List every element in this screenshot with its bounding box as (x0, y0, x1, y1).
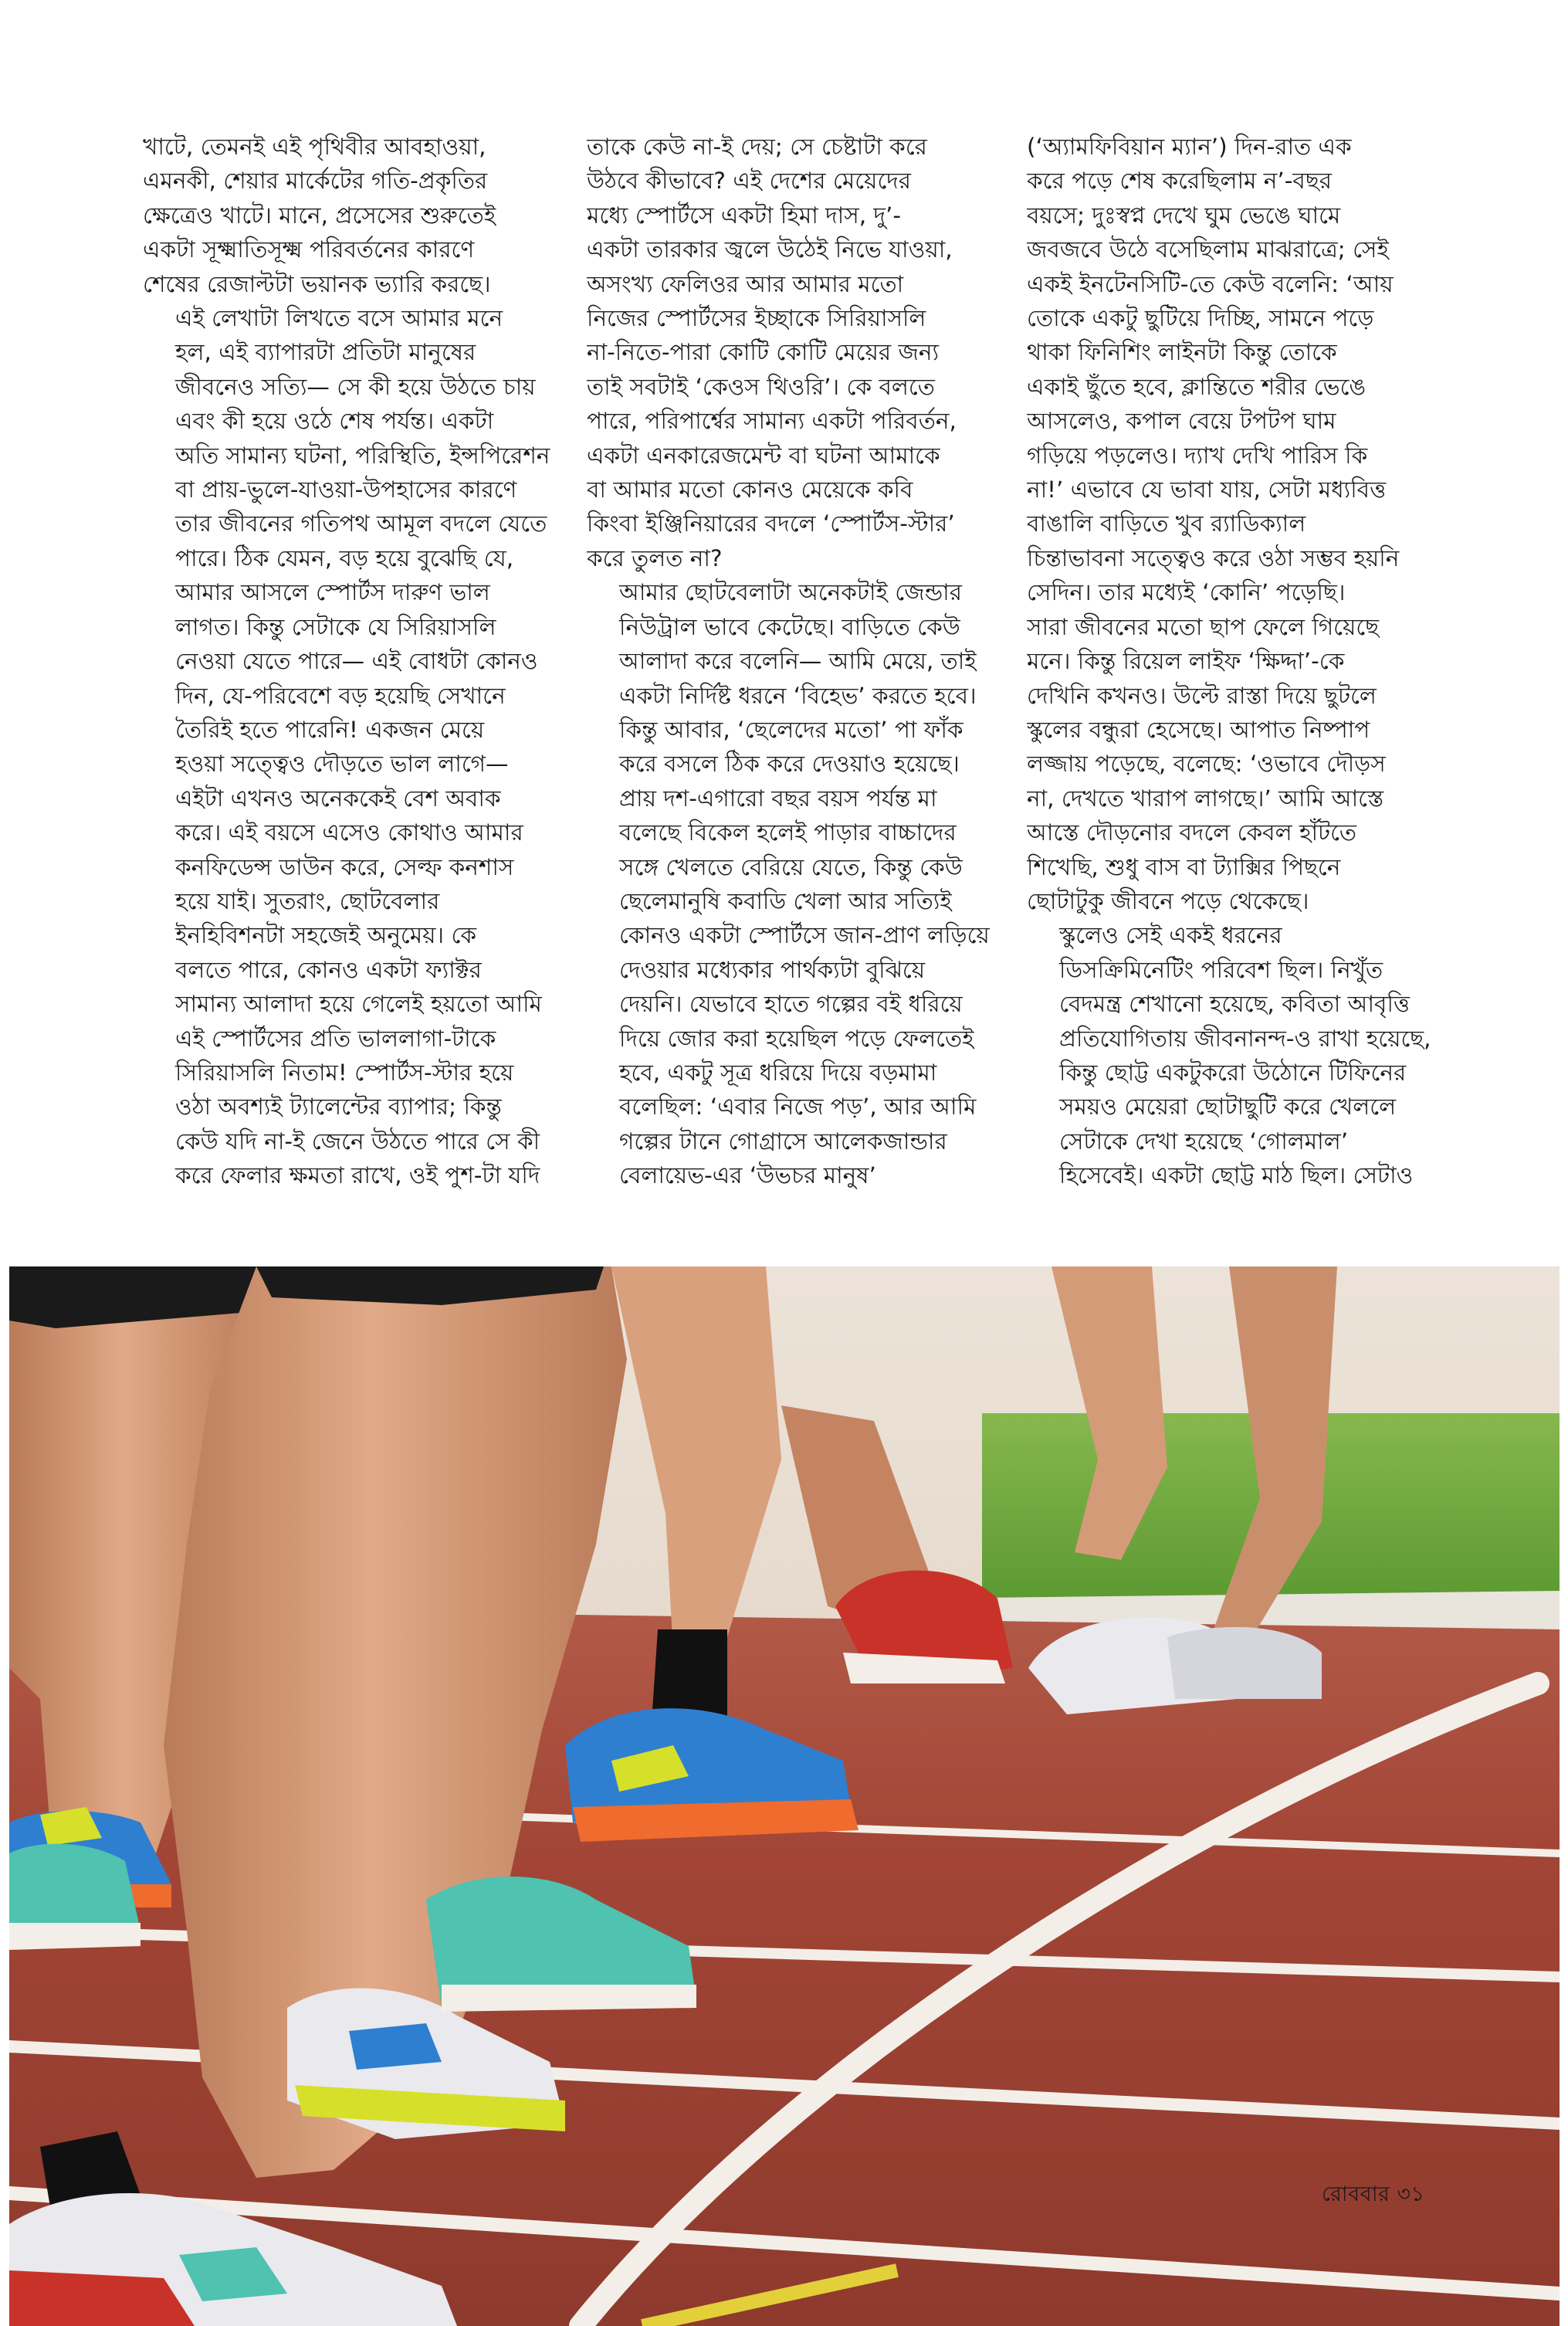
text-line: এইটা এখনও অনেককেই বেশ অবাক (175, 785, 501, 812)
text-line: তাকে কেউ না-ই দেয়; সে চেষ্টাটা করে (587, 134, 927, 160)
text-line: জীবনেও সত্যি— সে কী হয়ে উঠতে চায় (175, 373, 536, 400)
text-line: কোনও একটা স্পোর্টসে জান-প্রাণ লড়িয়ে (619, 922, 990, 949)
text-line: নিউট্রাল ভাবে কেটেছে। বাড়িতে কেউ (619, 613, 960, 640)
text-line: গড়িয়ে পড়লেও। দ্যাখ দেখি পারিস কি (1027, 442, 1368, 469)
text-line: বাঙালি বাড়িতে খুব র‌্যাডিক্যাল (1027, 510, 1306, 537)
text-line: গল্পের টানে গোগ্রাসে আলেকজান্ডার (619, 1127, 947, 1155)
text-line: আমার আসলে স্পোর্টস দারুণ ভাল (175, 579, 490, 606)
text-line: ছোটাটুকু জীবনে পড়ে থেকেছে। (1027, 887, 1309, 914)
text-line: বলতে পারে, কোনও একটা ফ্যাক্টর (175, 956, 482, 983)
text-line: থাকা ফিনিশিং লাইনটা কিন্তু তোকে (1027, 339, 1337, 366)
text-line: করে বসলে ঠিক করে দেওয়াও হয়েছে। (619, 751, 960, 778)
text-line: প্রতিযোগিতায় জীবনানন্দ-ও রাখা হয়েছে, (1059, 1025, 1431, 1052)
article-column-1 (143, 130, 564, 1226)
text-line: আসলেও, কপাল বেয়ে টপটপ ঘাম (1027, 408, 1336, 435)
text-line: হবে, একটু সূত্র ধরিয়ে দিয়ে বড়মামা (619, 1059, 937, 1086)
text-line: কিন্তু ছোট্ট একটুকরো উঠোনে টিফিনের (1059, 1059, 1407, 1086)
text-line: শেষের রেজাল্টটা ভয়ানক ভ্যারি করছে। (143, 270, 491, 297)
text-line: ডিসক্রিমিনেটিং পরিবেশ ছিল। নিখুঁত (1059, 956, 1383, 983)
article-paragraph (587, 575, 1008, 1192)
text-line: একটা তারকার জ্বলে উঠেই নিভে যাওয়া, (587, 236, 953, 263)
text-line: একাই ছুঁতে হবে, ক্লান্তিতে শরীর ভেঙে (1027, 373, 1366, 400)
text-line: বেলায়েভ-এর ‘উভচর মানুষ’ (619, 1162, 876, 1189)
text-line: বেদমন্ত্র শেখানো হয়েছে, কবিতা আবৃত্তি (1059, 991, 1411, 1018)
article-paragraph (143, 301, 564, 1193)
text-line: এই লেখাটা লিখতে বসে আমার মনে (175, 305, 503, 332)
text-line: করে। এই বয়সে এসেও কোথাও আমার (175, 819, 523, 846)
text-line: একটা সূক্ষ্মাতিসূক্ষ্ম পরিবর্তনের কারণে (143, 236, 475, 263)
text-line: সময়ও মেয়েরা ছোটাছুটি করে খেললে (1059, 1093, 1397, 1121)
left-edge-shoes (9, 1844, 141, 1950)
text-line: ছেলেমানুষি কবাডি খেলা আর সত্যিই (619, 887, 952, 914)
text-line: একই ইনটেনসিটি-তে কেউ বলেনি: ‘আয় (1027, 270, 1394, 297)
article-paragraph (1027, 130, 1448, 918)
text-line: বা প্রায়-ভুলে-যাওয়া-উপহাসের কারণে (175, 476, 517, 504)
text-line: করে তুলত না? (587, 544, 723, 571)
running-track-photo (9, 1266, 1560, 2326)
text-line: করে পড়ে শেষ করেছিলাম ন’-বছর (1027, 168, 1332, 195)
text-line: দেওয়ার মধ্যেকার পার্থক্যটা বুঝিয়ে (619, 956, 926, 983)
text-line: সিরিয়াসলি নিতাম! স্পোর্টস-স্টার হয়ে (175, 1059, 514, 1086)
text-line: বলেছে বিকেল হলেই পাড়ার বাচ্চাদের (619, 819, 957, 846)
text-line: হিসেবেই। একটা ছোট্ট মাঠ ছিল। সেটাও (1059, 1162, 1414, 1189)
text-line: তোকে একটু ছুটিয়ে দিচ্ছি, সামনে পড়ে (1027, 305, 1374, 332)
text-line: বলেছিল: ‘এবার নিজে পড়’, আর আমি (619, 1093, 977, 1121)
text-line: আমার ছোটবেলাটা অনেকটাই জেন্ডার (619, 579, 962, 606)
text-line: ক্ষেত্রেও খাটে। মানে, প্রসেসের শুরুতেই (143, 202, 496, 229)
article-paragraph (587, 130, 1008, 575)
text-line: তার জীবনের গতিপথ আমূল বদলে যেতে (175, 510, 547, 537)
text-line: সামান্য আলাদা হয়ে গেলেই হয়তো আমি (175, 991, 542, 1018)
text-line: স্কুলেও সেই একই ধরনের (1059, 922, 1282, 949)
text-line: আস্তে দৌড়নোর বদলে কেবল হাঁটতে (1027, 819, 1357, 846)
text-line: পারে। ঠিক যেমন, বড় হয়ে বুঝেছি যে, (175, 544, 514, 571)
text-line: (‘অ্যামফিবিয়ান ম্যান’) দিন-রাত এক (1027, 134, 1352, 160)
text-line: অতি সামান্য ঘটনা, পরিস্থিতি, ইন্সপিরেশন (175, 442, 550, 469)
text-line: লাগত। কিন্তু সেটাকে যে সিরিয়াসলি (175, 613, 496, 640)
text-line: হয়ে যাই। সুতরাং, ছোটবেলার (175, 887, 440, 914)
text-line: না-নিতে-পারা কোটি কোটি মেয়ের জন্য (587, 339, 940, 366)
text-line: খাটে, তেমনই এই পৃথিবীর আবহাওয়া, (143, 134, 486, 160)
text-line: আলাদা করে বলেনি— আমি মেয়ে, তাই (619, 648, 977, 675)
text-line: এবং কী হয়ে ওঠে শেষ পর্যন্ত। একটা (175, 408, 494, 435)
text-line: অসংখ্য ফেলিওর আর আমার মতো (587, 270, 904, 297)
text-line: ইনহিবিশনটা সহজেই অনুমেয়। কে (175, 922, 477, 949)
article-column-2 (587, 130, 1008, 1226)
text-line: হল, এই ব্যাপারটা প্রতিটা মানুষের (175, 339, 476, 366)
text-line: বয়সে; দুঃস্বপ্ন দেখে ঘুম ভেঙে ঘামে (1027, 202, 1341, 229)
text-line: দিন, যে-পরিবেশে বড় হয়েছি সেখানে (175, 682, 506, 709)
article-paragraph (1027, 918, 1448, 1192)
text-line: একটা এনকারেজমেন্ট বা ঘটনা আমাকে (587, 442, 940, 469)
article-column-3 (1027, 130, 1448, 1226)
text-line: হওয়া সত্ত্বেও দৌড়তে ভাল লাগে— (175, 751, 509, 778)
article-paragraph (143, 130, 564, 301)
text-line: তৈরিই হতে পারেনি! একজন মেয়ে (175, 716, 485, 743)
text-line: মনে। কিন্তু রিয়েল লাইফ ‘ক্ষিদ্দা’-কে (1027, 648, 1345, 675)
text-line: বা আমার মতো কোনও মেয়েকে কবি (587, 476, 913, 504)
text-line: সারা জীবনের মতো ছাপ ফেলে গিয়েছে (1027, 613, 1380, 640)
text-line: মধ্যে স্পোর্টসে একটা হিমা দাস, দু’- (587, 202, 902, 229)
text-line: স্কুলের বন্ধুরা হেসেছে। আপাত নিষ্পাপ (1027, 716, 1370, 743)
text-line: দিয়ে জোর করা হয়েছিল পড়ে ফেলতেই (619, 1025, 974, 1052)
text-line: সেদিন। তার মধ্যেই ‘কোনি’ পড়েছি। (1027, 579, 1346, 606)
text-line: শিখেছি, শুধু বাস বা ট্যাক্সির পিছনে (1027, 853, 1341, 880)
text-line: জবজবে উঠে বসেছিলাম মাঝরাত্রে; সেই (1027, 236, 1389, 263)
text-line: নেওয়া যেতে পারে— এই বোধটা কোনও (175, 648, 538, 675)
text-line: এই স্পোর্টসের প্রতি ভাললাগা-টাকে (175, 1025, 496, 1052)
text-line: না, দেখতে খারাপ লাগছে।’ আমি আস্তে (1027, 785, 1384, 812)
text-line: কিংবা ইঞ্জিনিয়ারের বদলে ‘স্পোর্টস-স্টার’ (587, 510, 955, 537)
text-line: কেউ যদি না-ই জেনে উঠতে পারে সে কী (175, 1127, 540, 1155)
text-line: কিন্তু আবার, ‘ছেলেদের মতো’ পা ফাঁক (619, 716, 963, 743)
text-line: প্রায় দশ-এগারো বছর বয়স পর্যন্ত মা (619, 785, 937, 812)
text-line: দেখিনি কখনও। উল্টে রাস্তা দিয়ে ছুটলে (1027, 682, 1377, 709)
text-line: সেটাকে দেখা হয়েছে ‘গোলমাল’ (1059, 1127, 1349, 1155)
text-line: না!’ এভাবে যে ভাবা যায়, সেটা মধ্যবিত্ত (1027, 476, 1387, 504)
text-line: একটা নির্দিষ্ট ধরনে ‘বিহেভ’ করতে হবে। (619, 682, 977, 709)
text-line: সঙ্গে খেলতে বেরিয়ে যেতে, কিন্তু কেউ (619, 853, 963, 880)
text-line: এমনকী, শেয়ার মার্কেটের গতি-প্রকৃতির (143, 168, 488, 195)
text-line: চিন্তাভাবনা সত্ত্বেও করে ওঠা সম্ভব হয়নি (1027, 544, 1400, 571)
text-line: লজ্জায় পড়েছে, বলেছে: ‘ওভাবে দৌড়স (1027, 751, 1386, 778)
text-line: করে ফেলার ক্ষমতা রাখে, ওই পুশ-টা যদি (175, 1162, 540, 1189)
text-line: উঠবে কীভাবে? এই দেশের মেয়েদের (587, 168, 912, 195)
text-line: দেয়নি। যেভাবে হাতে গল্পের বই ধরিয়ে (619, 991, 963, 1018)
text-line: নিজের স্পোর্টসের ইচ্ছাকে সিরিয়াসলি (587, 305, 926, 332)
text-line: তাই সবটাই ‘কেওস থিওরি’। কে বলতে (587, 373, 935, 400)
page-folio: রোববার ৩১ (1322, 2182, 1425, 2206)
text-line: ওঠা অবশ্যই ট্যালেন্টের ব্যাপার; কিন্তু (175, 1093, 502, 1121)
text-line: পারে, পরিপার্শ্বের সামান্য একটা পরিবর্তন, (587, 408, 957, 435)
text-line: কনফিডেন্স ডাউন করে, সেল্ফ কনশাস (175, 853, 514, 880)
